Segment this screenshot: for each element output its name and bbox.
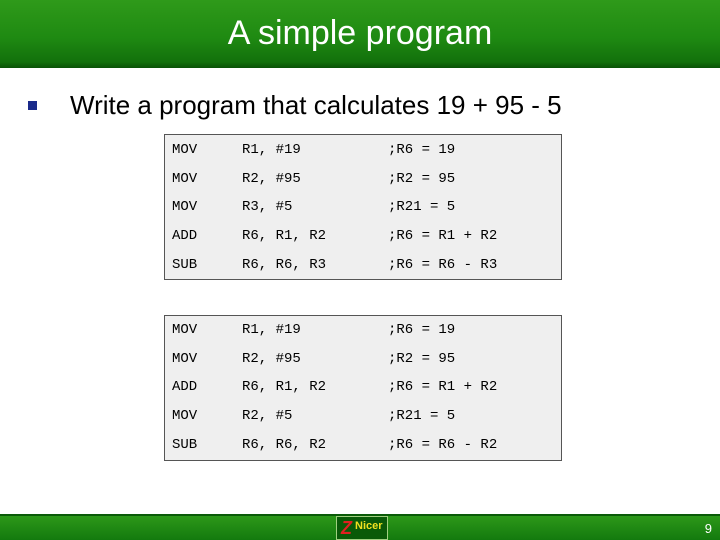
code-args: R3, #5 (242, 199, 293, 215)
code-args: R2, #95 (242, 171, 301, 187)
code-row (165, 316, 561, 344)
code-op: MOV (172, 171, 198, 187)
code-comment: ;R21 = 5 (388, 199, 456, 215)
code-comment: ;R6 = R6 - R3 (388, 257, 498, 273)
code-args: R6, R6, R2 (242, 437, 327, 453)
code-row (165, 373, 561, 401)
code-args: R6, R1, R2 (242, 228, 327, 244)
code-comment: ;R6 = R6 - R2 (388, 437, 498, 453)
code-op: ADD (172, 228, 198, 244)
code-comment: ;R21 = 5 (388, 408, 456, 424)
code-row (165, 431, 561, 459)
znicer-logo (336, 516, 388, 540)
code-comment: ;R6 = 19 (388, 322, 456, 338)
code-block-1 (164, 134, 562, 280)
code-comment: ;R6 = 19 (388, 142, 456, 158)
code-row (165, 136, 561, 164)
slide-title: A simple program (227, 14, 493, 52)
code-args: R2, #5 (242, 408, 293, 424)
code-row (165, 345, 561, 373)
code-row (165, 165, 561, 193)
code-row (165, 222, 561, 250)
code-comment: ;R2 = 95 (388, 171, 456, 187)
code-args: R1, #19 (242, 322, 301, 338)
code-args: R2, #95 (242, 351, 301, 367)
bullet-text: Write a program that calculates 19 + 95 - 5 (70, 90, 562, 120)
logo-letter: Z (341, 518, 352, 538)
code-row (165, 251, 561, 279)
code-op: MOV (172, 351, 198, 367)
code-op: SUB (172, 257, 198, 273)
code-row (165, 402, 561, 430)
code-comment: ;R6 = R1 + R2 (388, 228, 498, 244)
code-args: R1, #19 (242, 142, 301, 158)
page-number: 9 (704, 521, 712, 536)
code-comment: ;R6 = R1 + R2 (388, 379, 498, 395)
code-args: R6, R1, R2 (242, 379, 327, 395)
logo-text: Nicer (355, 520, 383, 532)
code-op: MOV (172, 142, 198, 158)
bullet-square-icon (28, 101, 37, 110)
code-args: R6, R6, R3 (242, 257, 327, 273)
code-op: MOV (172, 199, 198, 215)
code-op: MOV (172, 408, 198, 424)
code-op: SUB (172, 437, 198, 453)
code-op: ADD (172, 379, 198, 395)
code-block-2 (164, 315, 562, 461)
code-op: MOV (172, 322, 198, 338)
code-comment: ;R2 = 95 (388, 351, 456, 367)
code-row (165, 193, 561, 221)
